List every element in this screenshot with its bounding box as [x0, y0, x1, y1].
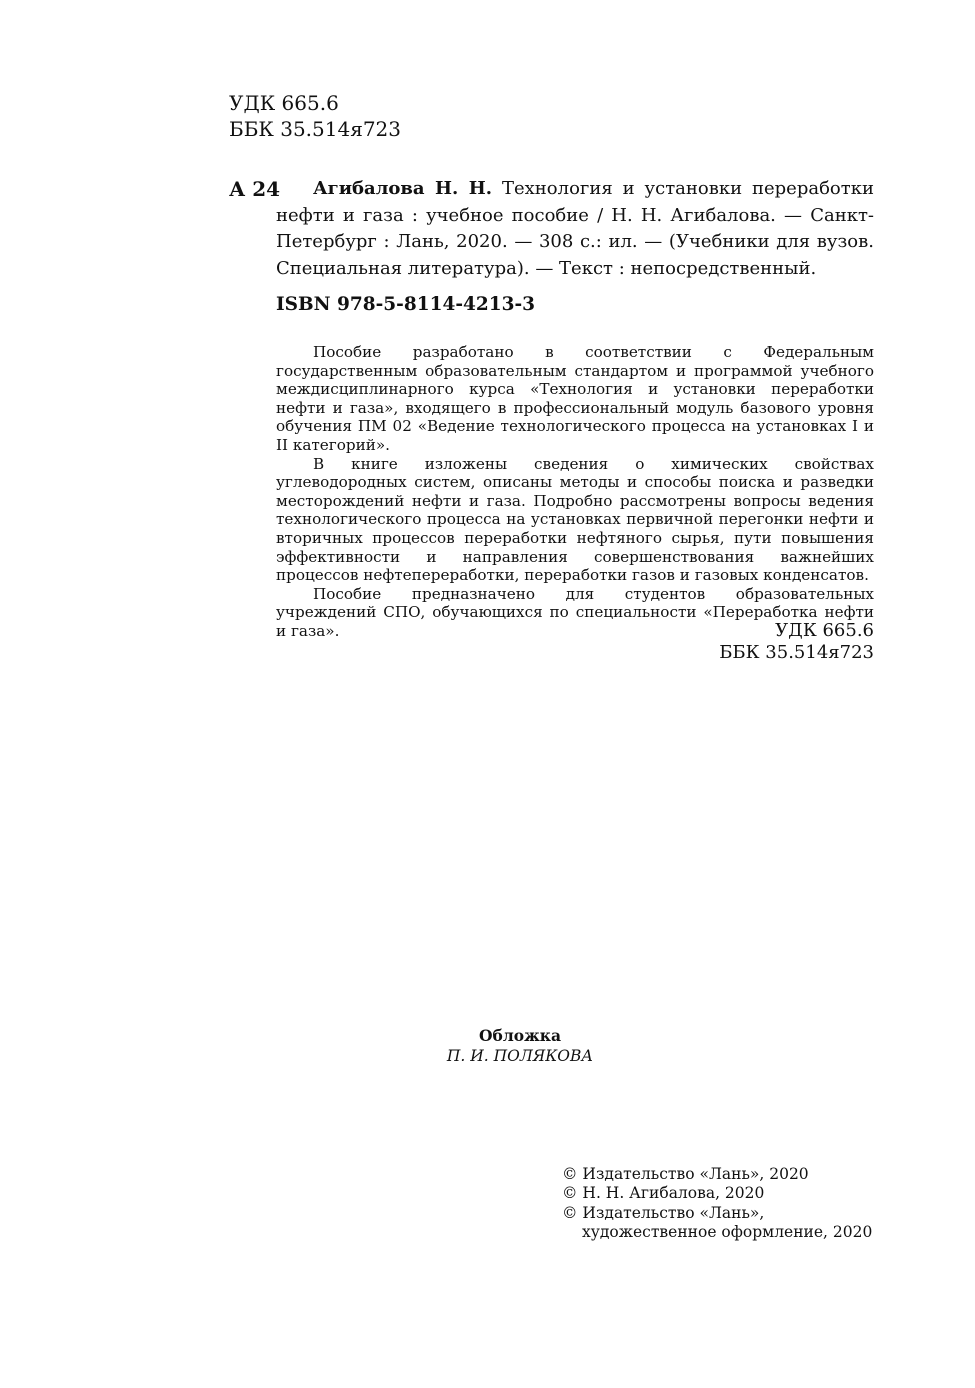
copyright-line: © Издательство «Лань», [562, 1203, 765, 1222]
abstract-paragraph: Пособие предназначено для студентов образовательных учреждений СПО, обучающихся по специальности «Переработка нефти и газа». [276, 584, 874, 640]
isbn: ISBN 978-5-8114-4213-3 [276, 294, 536, 315]
copyright-line: © Н. Н. Агибалова, 2020 [562, 1184, 765, 1203]
cover-credit [420, 1026, 620, 1066]
copyright-line: художественное оформление, 2020 [582, 1222, 873, 1241]
bibliographic-record [276, 176, 874, 282]
classification-header [229, 90, 401, 142]
author-name: Агибалова Н. Н. [313, 178, 493, 199]
udk-code: УДК 665.6 [775, 620, 874, 641]
abstract-paragraph: Пособие разработано в соответствии с Федеральным государственным образовательным стандартом и программой учебного междисциплинарного курса «Технология и установки переработки нефти и газа», входящего в профессиональный модуль базового уровня обучения ПМ 02 «Ведение технологического процесса на установках I и II категорий». [276, 343, 874, 454]
cover-designer: П. И. ПОЛЯКОВА [446, 1047, 594, 1065]
cover-label: Обложка [479, 1026, 561, 1045]
abstract-paragraph: В книге изложены сведения о химических свойствах углеводородных систем, описаны методы и способы поиска и разведки месторождений нефти и газа. Подробно рассмотрены вопросы ведения технологического процесса на установках первичной перегонки нефти и вторичных процессов переработки нефтяного сырья, пути повышения эффективности и направления совершенствования важнейших процессов нефтепереработки, переработки газов и газовых конденсатов. [276, 454, 874, 585]
classification-footer [680, 620, 874, 664]
udk-code: УДК 665.6 [229, 91, 339, 115]
bbk-code: ББК 35.514я723 [229, 117, 402, 141]
copyright-line: © Издательство «Лань», 2020 [562, 1165, 809, 1183]
bbk-code: ББК 35.514я723 [719, 642, 874, 663]
bibliographic-description: Технология и установки переработки нефти и газа : учебное пособие / Н. Н. Агибалова. — Санкт-Петербург : Лань, 2020. — 308 с.: ил. — (Учебники для вузов. Специальная литература). — Текст : непосредственный. [276, 178, 874, 279]
copyright-block [562, 1165, 872, 1242]
author-index-code: А 24 [229, 177, 281, 201]
abstract [276, 343, 874, 641]
